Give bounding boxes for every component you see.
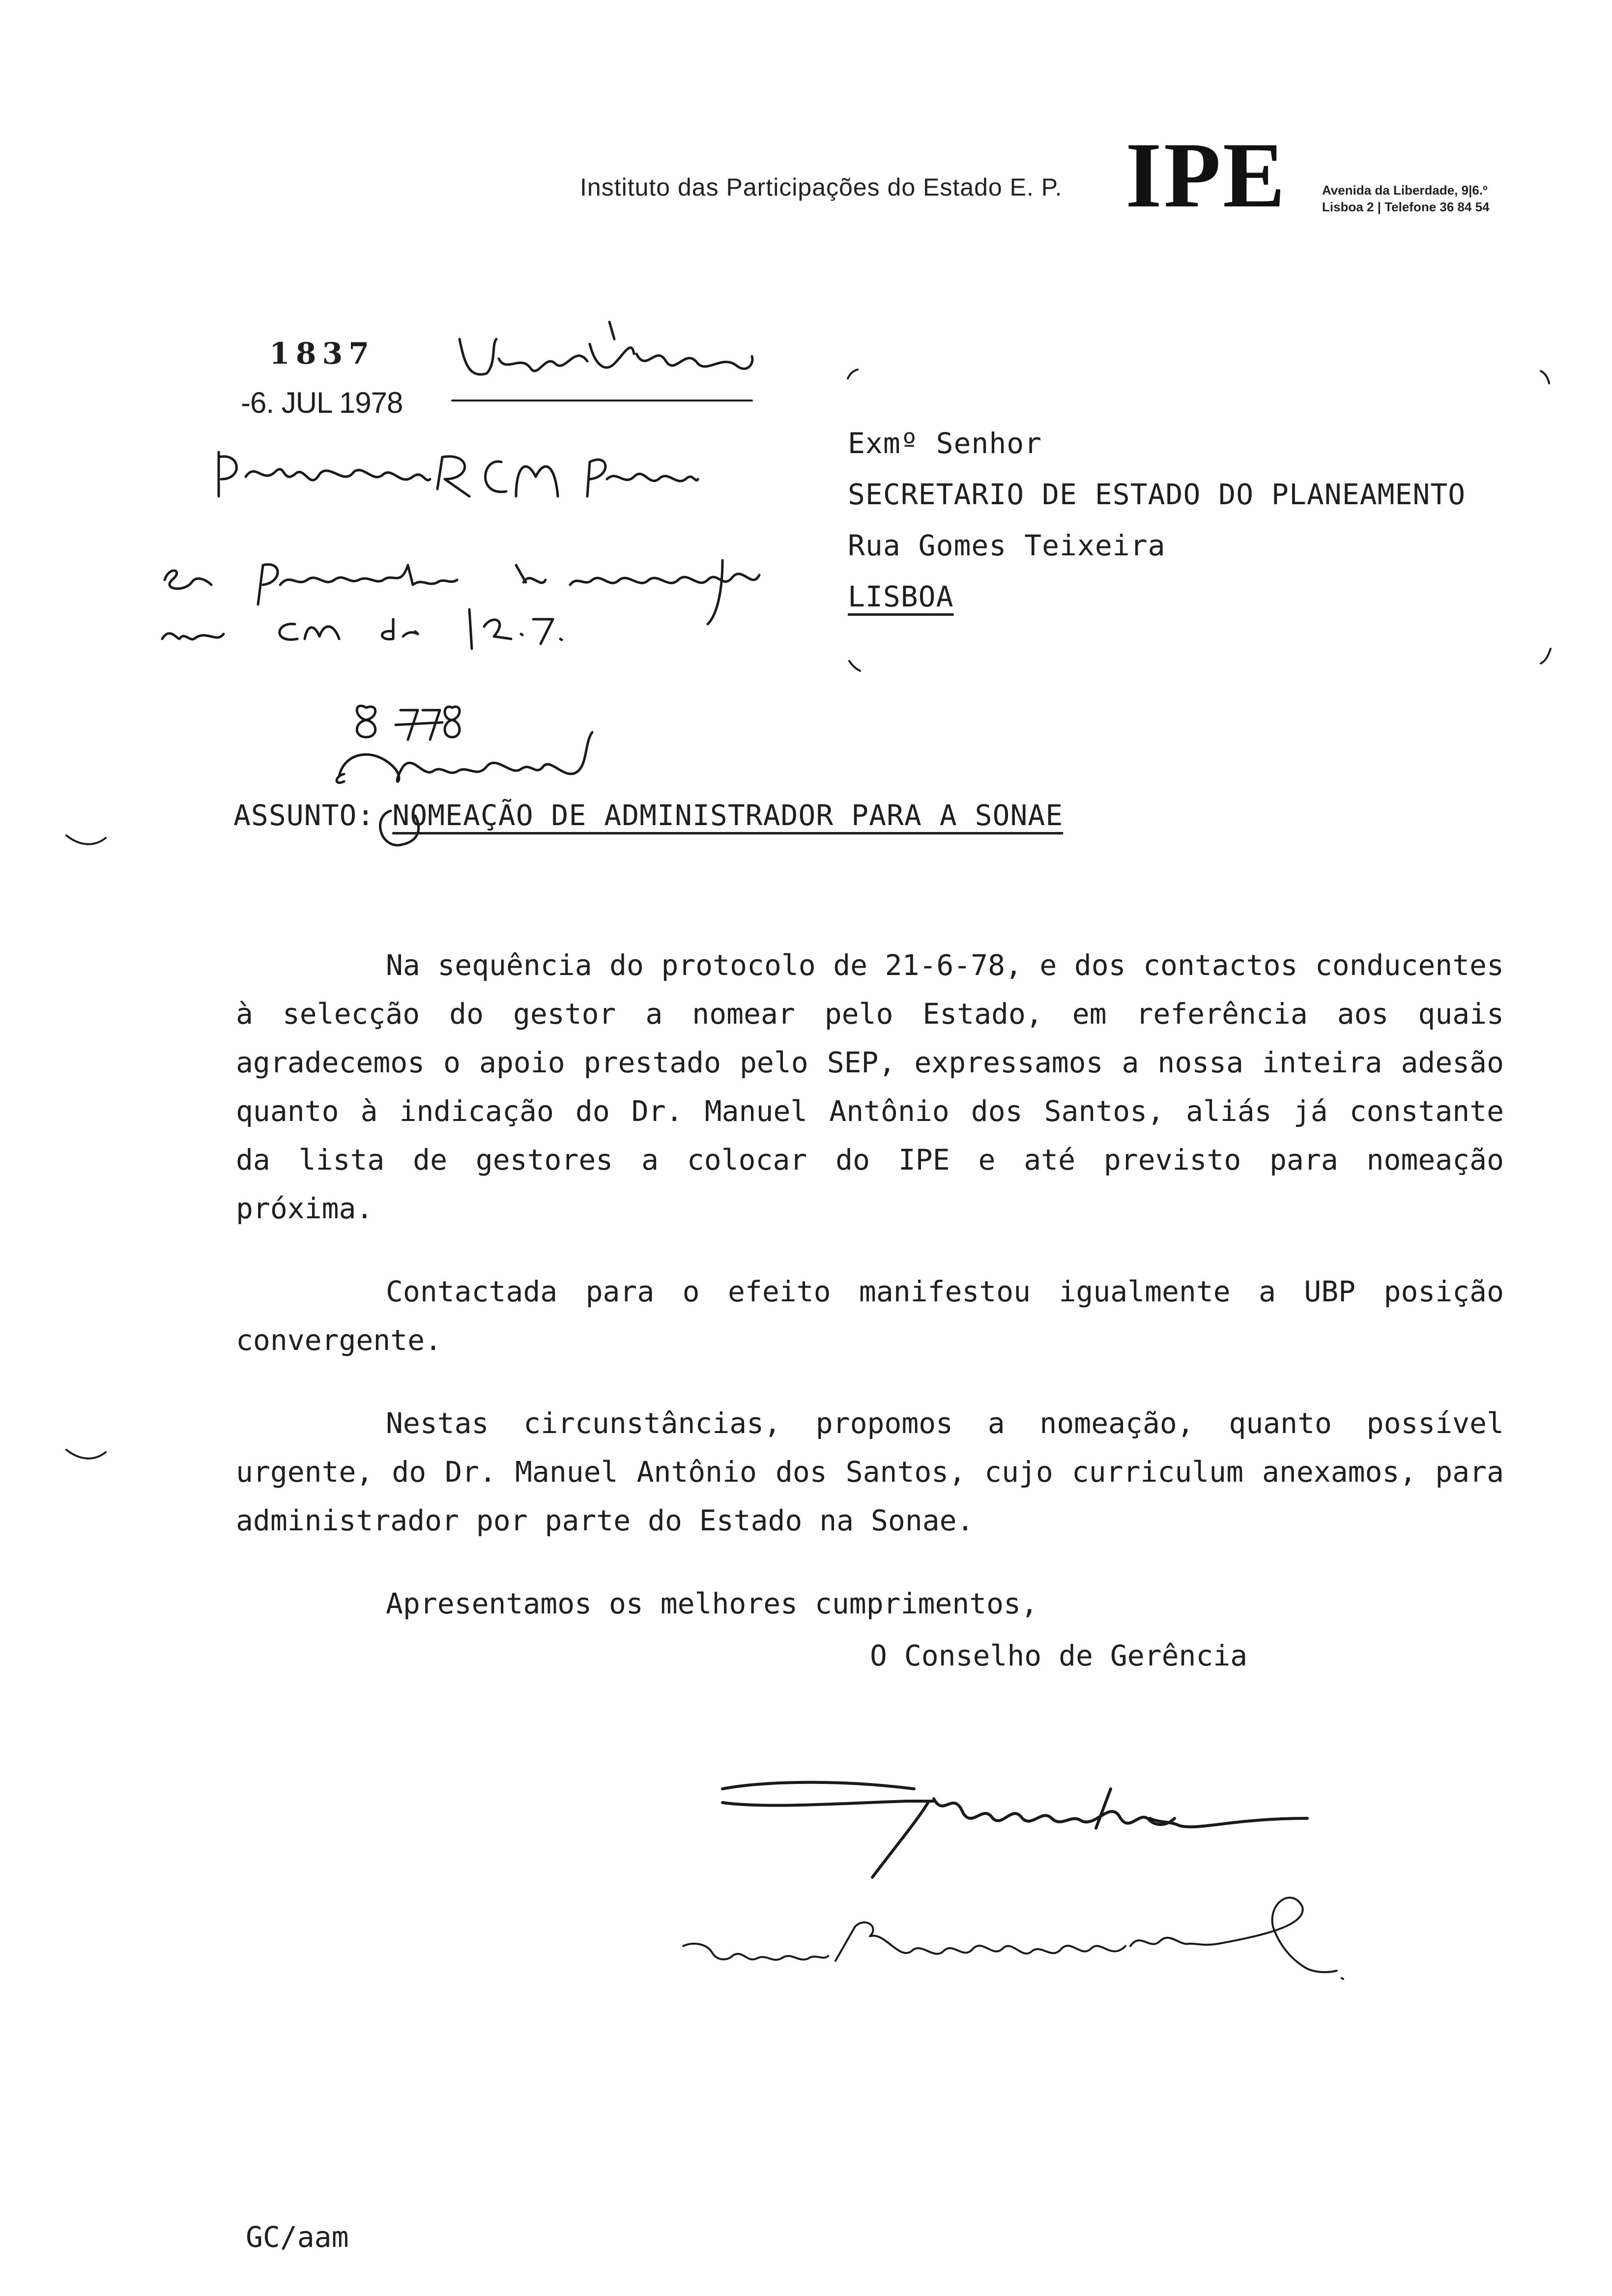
address-line-1: Avenida da Liberdade, 9|6.º: [1322, 183, 1488, 198]
signature-1: [722, 1782, 1307, 1877]
letterhead-logo: IPE: [1125, 124, 1287, 227]
addressee-salutation: Exmº Senhor: [848, 427, 1042, 460]
handwritten-note-line-2: [165, 560, 759, 624]
addressee-block: [848, 418, 1466, 622]
handwritten-note-line-3: [162, 609, 562, 649]
address-line-2: Lisboa 2 | Telefone 36 84 54: [1322, 200, 1490, 214]
registry-number: 1837: [269, 337, 375, 371]
signature-2: [683, 1897, 1343, 1979]
registry-date: -6. JUL 1978: [241, 386, 403, 419]
body-paragraph-2: Contactada para o efeito manifestou igualmente a UBP posição convergente.: [236, 1275, 1504, 1357]
handwritten-ref-number: [357, 706, 460, 740]
addressee-city: LISBOA: [848, 580, 954, 613]
body-paragraph-3: Nestas circunstâncias, propomos a nomeação, quanto possível urgente, do Dr. Manuel Antônio dos Santos, cujo curriculum anexamos, para administrador por parte do Estado na Sonae.: [236, 1406, 1504, 1537]
body-paragraph-4: Apresentamos os melhores cumprimentos,: [386, 1587, 1038, 1620]
closing-signatory: O Conselho de Gerência: [870, 1639, 1248, 1672]
addressee-title: SECRETARIO DE ESTADO DO PLANEAMENTO: [848, 478, 1466, 511]
subject-text: NOMEAÇÃO DE ADMINISTRADOR PARA A SONAE: [392, 799, 1064, 832]
handwritten-urgency: [460, 322, 752, 374]
footer-reference: GC/aam: [246, 2220, 349, 2254]
letter-body: [236, 941, 1504, 1628]
subject-line: [233, 799, 1063, 832]
subject-label: ASSUNTO:: [233, 799, 375, 832]
letterhead-organization: Instituto das Participações do Estado E. P.: [580, 173, 1063, 201]
handwritten-note-line-1: [219, 452, 698, 496]
addressee-street: Rua Gomes Teixeira: [848, 529, 1166, 562]
body-paragraph-1: Na sequência do protocolo de 21-6-78, e dos contactos conducentes à selecção do gestor a nomear pelo Estado, em referência aos quais agradecemos o apoio prestado pelo SEP, expressamos a nossa inteira adesão quanto à indicação do Dr. Manuel Antônio dos Santos, aliás já constante da lista de gestores a colocar do IPE e até previsto para nomeação próxima.: [236, 948, 1504, 1225]
